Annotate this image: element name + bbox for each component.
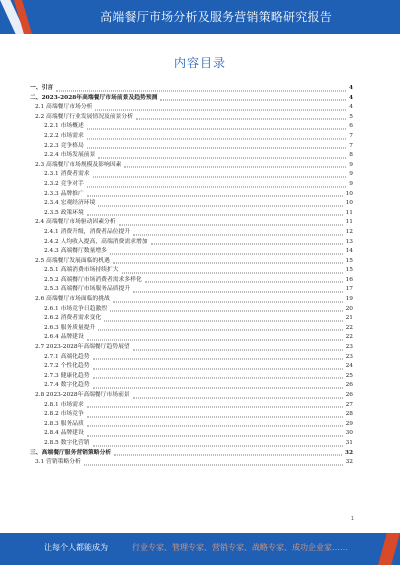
toc-leader-dots bbox=[87, 177, 347, 187]
toc-leader-dots bbox=[93, 369, 343, 379]
toc-entry-label: 2.7 2023-2028年高端餐厅趋势展望 bbox=[35, 343, 132, 353]
toc-leader-dots bbox=[87, 120, 347, 130]
decorative-accent-stripe bbox=[378, 533, 400, 565]
toc-entry-label: 2.3 高端餐厅市场规模及影响因素 bbox=[35, 161, 123, 171]
toc-entry-label: 2.5.1 高端消费市场持续扩大 bbox=[44, 266, 121, 276]
toc-entry-label: 2.2 高端餐厅行业发展情况及前景分析 bbox=[35, 113, 135, 123]
toc-entry-page: 9 bbox=[349, 161, 353, 168]
toc-leader-dots bbox=[87, 139, 347, 149]
toc-leader-dots bbox=[98, 197, 342, 207]
toc-entry-page: 21 bbox=[345, 315, 353, 322]
toc-leader-dots bbox=[145, 273, 343, 283]
toc-entry-page: 15 bbox=[345, 267, 353, 274]
toc-entry-label: 2.6.2 消费者需求变化 bbox=[44, 314, 103, 324]
toc-entry-page: 11 bbox=[345, 209, 353, 216]
toc-entry-label: 2.3.3 品牌推广 bbox=[44, 190, 86, 200]
toc-leader-dots bbox=[133, 225, 342, 235]
toc-entry-label: 2.6.1 市场竞争日趋激烈 bbox=[44, 305, 109, 315]
toc-entry-label: 2.8.5 数字化营销 bbox=[44, 439, 92, 449]
toc-leader-dots bbox=[87, 408, 343, 418]
toc-entry-page: 9 bbox=[349, 171, 353, 178]
toc-leader-dots bbox=[87, 331, 343, 341]
toc-entry-page: 14 bbox=[345, 248, 353, 255]
toc-entry-label: 2.8.3 服务品质 bbox=[44, 420, 86, 430]
toc-entry-page: 20 bbox=[345, 305, 353, 312]
toc-entry-label: 2.3.4 宏观经济环境 bbox=[44, 199, 97, 209]
toc-entry-label: 2.2.3 竞争格局 bbox=[44, 142, 86, 152]
toc-entry-page: 12 bbox=[345, 228, 353, 235]
toc-leader-dots bbox=[151, 235, 343, 245]
toc-entry-page: 30 bbox=[345, 430, 353, 437]
toc-leader-dots bbox=[160, 91, 346, 101]
toc-entry-label: 2.2.2 市场需求 bbox=[44, 132, 86, 142]
toc-entry-label: 2.1 高端餐厅市场分析 bbox=[35, 103, 94, 113]
toc-entry-page: 26 bbox=[345, 382, 353, 389]
toc-entry-label: 2.3.1 消费者需求 bbox=[44, 170, 92, 180]
footer-banner bbox=[0, 533, 400, 565]
toc-entry-page: 15 bbox=[345, 257, 353, 264]
toc-leader-dots bbox=[133, 341, 343, 351]
toc-entry-label: 2.8 2023-2028年高端餐厅市场前景 bbox=[35, 391, 132, 401]
toc-leader-dots bbox=[113, 254, 343, 264]
toc-entry-label: 2.6.3 服务质量提升 bbox=[44, 324, 97, 334]
toc-entry-page: 17 bbox=[345, 286, 353, 293]
toc-leader-dots bbox=[87, 417, 343, 427]
toc-entry-page: 6 bbox=[349, 123, 353, 130]
toc-entry-page: 25 bbox=[345, 372, 353, 379]
toc-entry-page: 26 bbox=[345, 392, 353, 398]
toc-entry-label: 2.8.4 品牌建设 bbox=[44, 429, 86, 439]
toc-leader-dots bbox=[133, 283, 342, 293]
toc-entry-label: 2.5 高端餐厅发展面临的机遇 bbox=[35, 257, 112, 267]
toc-entry-page: 32 bbox=[344, 449, 353, 456]
toc-entry-label: 2.3.2 竞争对手 bbox=[44, 180, 86, 190]
toc-leader-dots bbox=[87, 129, 347, 139]
toc-entry-page: 7 bbox=[349, 142, 353, 149]
toc-entry-page: 10 bbox=[345, 190, 353, 197]
toc-entry-page: 19 bbox=[345, 296, 353, 303]
toc-leader-dots bbox=[104, 312, 342, 322]
footer-roles: 行业专家、管理专家、营销专家、战略专家、成功企业家…… bbox=[132, 543, 348, 552]
toc-leader-dots bbox=[84, 456, 343, 466]
toc-entry-label: 一、引言 bbox=[30, 84, 55, 94]
toc-entry-label: 2.4.2 人均收入提高，高端消费需求增加 bbox=[44, 238, 150, 248]
table-of-contents bbox=[30, 84, 353, 468]
toc-entry-page: 7 bbox=[349, 132, 353, 139]
toc-entry-label: 2.5.3 高端餐厅市场服务品质提升 bbox=[44, 285, 132, 295]
report-title: 高端餐厅市场分析及服务营销策略研究报告 bbox=[100, 10, 332, 24]
toc-leader-dots bbox=[110, 302, 343, 312]
toc-entry-label: 二、2023-2028年高端餐厅市场前景及趋势预测 bbox=[30, 94, 159, 104]
toc-leader-dots bbox=[87, 206, 343, 216]
toc-leader-dots bbox=[119, 216, 343, 226]
toc-entry-page: 16 bbox=[345, 276, 353, 283]
toc-leader-dots bbox=[114, 446, 342, 456]
toc-leader-dots bbox=[136, 110, 346, 120]
toc-entry-page: 13 bbox=[345, 238, 353, 245]
toc-entry-page: 24 bbox=[345, 363, 353, 370]
toc-entry-label: 2.2.4 市场发展前景 bbox=[44, 151, 97, 161]
toc-entry-label: 3.1 营销策略分析 bbox=[35, 458, 83, 468]
toc-entry-page: 10 bbox=[345, 200, 353, 207]
toc-entry-page: 29 bbox=[345, 420, 353, 427]
toc-entry-page: 4 bbox=[349, 104, 353, 111]
toc-entry-page: 11 bbox=[345, 219, 353, 226]
toc-leader-dots bbox=[93, 436, 343, 446]
toc-entry-page: 4 bbox=[348, 94, 353, 101]
toc-entry-label: 2.7.4 数字化趋势 bbox=[44, 381, 92, 391]
toc-entry-label: 2.7.2 个性化趋势 bbox=[44, 362, 92, 372]
toc-entry-label: 2.4.3 高端餐厅数量增多 bbox=[44, 247, 109, 257]
toc-leader-dots bbox=[93, 168, 347, 178]
toc-entry-page: 5 bbox=[349, 113, 353, 120]
toc-entry-label: 2.6.4 品牌建设 bbox=[44, 333, 86, 343]
toc-entry-label: 2.2.1 市场概述 bbox=[44, 122, 86, 132]
toc-entry-label: 2.5.2 高端餐厅市场消费者需求多样化 bbox=[44, 276, 144, 286]
toc-leader-dots bbox=[113, 293, 343, 303]
toc-leader-dots bbox=[95, 101, 346, 111]
toc-leader-dots bbox=[87, 398, 343, 408]
toc-leader-dots bbox=[87, 427, 343, 437]
toc-entry-page: 23 bbox=[345, 344, 353, 351]
toc-entry-label: 2.8.2 市场竞争 bbox=[44, 410, 86, 420]
toc-entry-page: 27 bbox=[345, 401, 353, 408]
toc-entry-label: 2.7.1 高端化趋势 bbox=[44, 353, 92, 363]
toc-leader-dots bbox=[98, 149, 346, 159]
toc-entry-page: 9 bbox=[349, 180, 353, 187]
toc-entry-page: 4 bbox=[348, 85, 353, 91]
toc-entry-page: 8 bbox=[349, 152, 353, 159]
toc-leader-dots bbox=[98, 321, 342, 331]
toc-leader-dots bbox=[93, 350, 343, 360]
toc-entry-label: 三、高端餐厅服务营销策略分析 bbox=[30, 449, 113, 459]
toc-entry-label: 2.6 高端餐厅市场面临的挑战 bbox=[35, 295, 112, 305]
toc-entry-label: 2.4.1 消费升级，消费者品位提升 bbox=[44, 228, 132, 238]
footer-tagline: 让每个人都能成为 bbox=[44, 543, 108, 552]
page-number: 1 bbox=[350, 516, 354, 522]
toc-leader-dots bbox=[56, 82, 346, 92]
toc-entry-label: 2.8.1 市场需求 bbox=[44, 401, 86, 411]
toc-leader-dots bbox=[110, 245, 343, 255]
toc-heading: 内容目录 bbox=[173, 56, 226, 70]
toc-entry-page: 22 bbox=[345, 324, 353, 331]
toc-leader-dots bbox=[122, 264, 343, 274]
toc-entry-label: 2.7.3 健康化趋势 bbox=[44, 372, 92, 382]
toc-entry-page: 32 bbox=[345, 459, 353, 466]
toc-entry-page: 22 bbox=[345, 334, 353, 341]
toc-leader-dots bbox=[133, 389, 343, 399]
toc-entry[interactable] bbox=[30, 458, 353, 468]
toc-entry-label: 2.4 高端餐厅市场驱动因素分析 bbox=[35, 218, 118, 228]
header-banner bbox=[0, 0, 400, 34]
toc-entry-page: 31 bbox=[345, 439, 353, 446]
toc-entry-page: 23 bbox=[345, 353, 353, 360]
toc-leader-dots bbox=[87, 187, 343, 197]
toc-entry-label: 2.3.5 政策环境 bbox=[44, 209, 86, 219]
toc-leader-dots bbox=[93, 360, 343, 370]
toc-entry-page: 28 bbox=[345, 411, 353, 418]
toc-leader-dots bbox=[124, 158, 346, 168]
toc-leader-dots bbox=[93, 379, 343, 389]
